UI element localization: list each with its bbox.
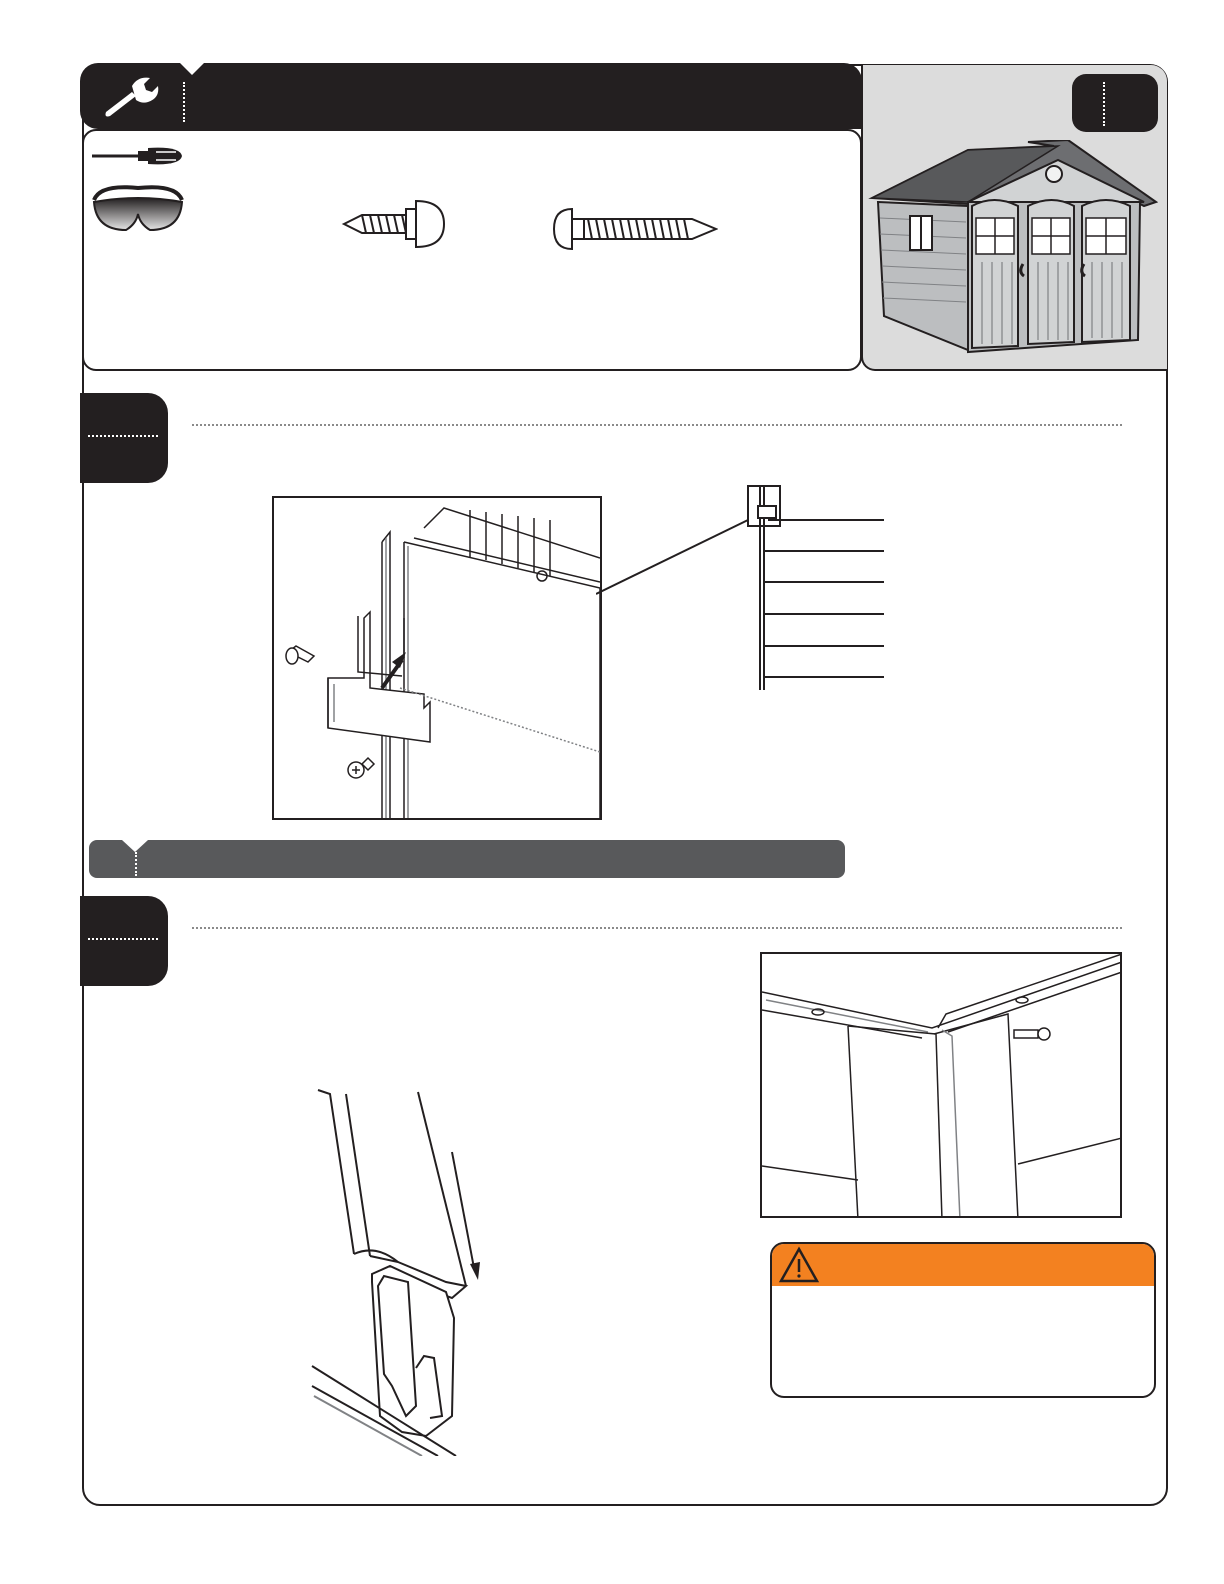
short-screw-icon (340, 195, 446, 253)
step-2-rule (192, 927, 1122, 929)
shed-illustration (868, 140, 1158, 354)
step-1-rule (192, 424, 1122, 426)
step-2-tab (80, 896, 168, 986)
tools-hardware-box (82, 129, 862, 371)
step-1-detail-view (272, 496, 602, 820)
step-2-trim-illustration (306, 1086, 502, 1456)
warning-triangle-icon (778, 1246, 820, 1284)
header-bar (80, 63, 862, 129)
section-divider (135, 852, 137, 876)
step-2-tab-dots (88, 938, 158, 940)
screwdriver-icon (90, 144, 184, 168)
section-bar (89, 840, 845, 878)
badge-divider (1103, 82, 1105, 126)
step-1-overview-wall (596, 484, 896, 694)
safety-glasses-icon (90, 180, 186, 238)
warning-box (770, 1242, 1156, 1398)
long-screw-icon (552, 205, 718, 253)
warning-header (772, 1244, 1154, 1286)
page-badge (1072, 74, 1158, 132)
step-1-tab (80, 393, 168, 483)
step-2-detail-view (760, 952, 1122, 1218)
header-divider (183, 82, 185, 122)
wrench-icon (98, 72, 162, 120)
step-1-tab-dots (88, 435, 158, 437)
